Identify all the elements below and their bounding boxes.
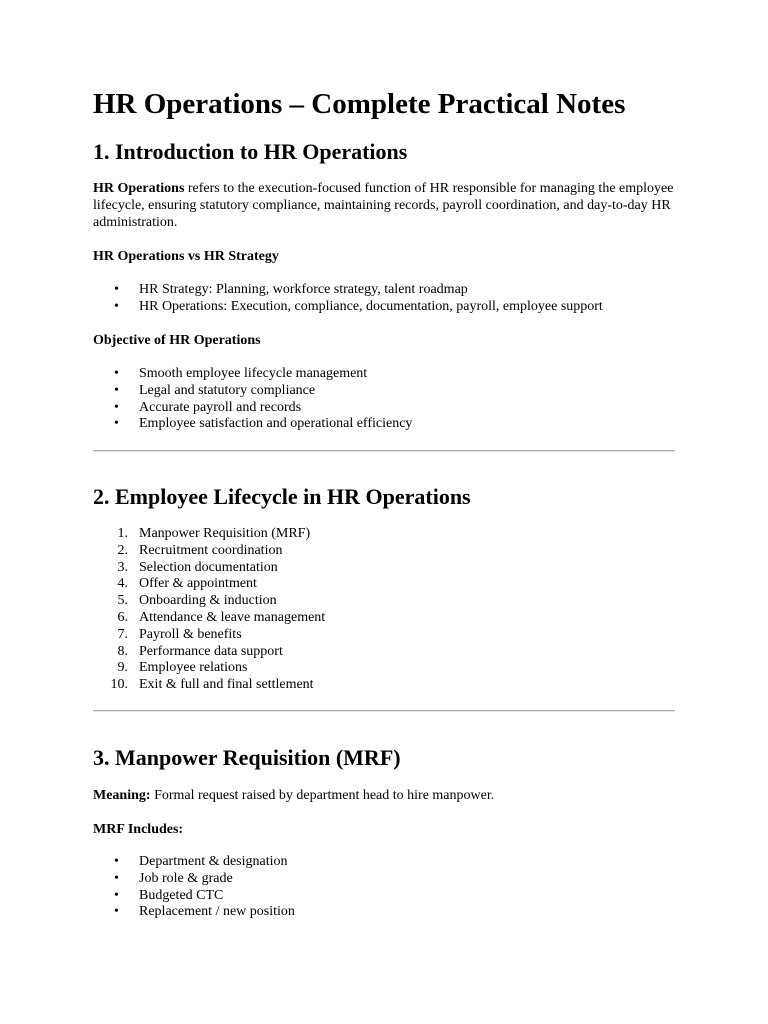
list-item: [93, 871, 678, 888]
bullet-marker: •: [114, 399, 119, 415]
section-divider: [93, 450, 675, 452]
page-title: HR Operations – Complete Practical Notes: [93, 88, 626, 120]
lifecycle-list: [93, 526, 678, 694]
list-item: [93, 677, 678, 694]
list-item: [93, 888, 678, 905]
mrf-includes-subheading: MRF Includes:: [93, 822, 184, 837]
number-marker: 10.: [110, 677, 128, 693]
bullet-marker: •: [114, 282, 119, 297]
list-item-text: Offer & appointment: [139, 576, 257, 592]
list-item: [93, 904, 678, 921]
list-item-text: Selection documentation: [139, 559, 278, 575]
list-item: [93, 644, 678, 661]
list-item: [93, 854, 678, 871]
list-item-text: Performance data support: [139, 643, 283, 659]
list-item-text: HR Operations: Execution, compliance, documentation, payroll, employee support: [139, 298, 603, 314]
meaning-label: Meaning:: [93, 788, 151, 803]
list-item-text: Employee relations: [139, 660, 248, 676]
number-marker: 3.: [117, 559, 128, 575]
list-item: [93, 282, 678, 299]
list-item: [93, 543, 678, 560]
number-marker: 4.: [117, 576, 128, 592]
list-item-text: Onboarding & induction: [139, 593, 277, 609]
bullet-marker: •: [114, 366, 119, 381]
list-item: [93, 526, 678, 543]
list-item-text: Accurate payroll and records: [139, 399, 302, 415]
bullet-marker: •: [114, 870, 119, 886]
list-item: [93, 400, 678, 417]
section-1-heading: 1. Introduction to HR Operations: [93, 139, 408, 164]
number-marker: 5.: [117, 593, 128, 609]
list-item-text: Attendance & leave management: [139, 609, 326, 625]
number-marker: 9.: [117, 660, 128, 676]
list-item-text: Manpower Requisition (MRF): [139, 526, 311, 541]
intro-bold-term: HR Operations: [93, 181, 185, 196]
number-marker: 6.: [117, 609, 128, 625]
bullet-marker: •: [114, 904, 119, 920]
intro-text: refers to the execution-focused function of HR responsible for managing the employee lifecycle, ensuring statutory compliance, maintaining records, payroll coordination, and day-to-day HR administration.: [93, 181, 674, 230]
list-item-text: Replacement / new position: [139, 904, 295, 920]
bullet-marker: •: [114, 854, 119, 869]
vs-subheading: HR Operations vs HR Strategy: [93, 249, 279, 264]
list-item: [93, 627, 678, 644]
list-item-text: Smooth employee lifecycle management: [139, 366, 368, 381]
list-item: [93, 383, 678, 400]
bullet-marker: •: [114, 887, 119, 903]
list-item-text: Exit & full and final settlement: [139, 677, 314, 693]
section-divider: [93, 710, 675, 712]
bullet-marker: •: [114, 382, 119, 398]
list-item: [93, 560, 678, 577]
list-item-text: HR Strategy: Planning, workforce strategy, talent roadmap: [139, 282, 468, 297]
list-item-text: Employee satisfaction and operational efficiency: [139, 416, 413, 432]
list-item-text: Job role & grade: [139, 870, 233, 886]
list-item: [93, 299, 678, 316]
number-marker: 7.: [117, 626, 128, 642]
number-marker: 2.: [117, 542, 128, 558]
mrf-includes-list: [93, 854, 678, 921]
list-item-text: Payroll & benefits: [139, 626, 242, 642]
list-item: [93, 416, 678, 433]
vs-list: [93, 282, 678, 316]
list-item-text: Recruitment coordination: [139, 542, 283, 558]
list-item: [93, 593, 678, 610]
list-item-text: Department & designation: [139, 854, 288, 869]
list-item-text: Legal and statutory compliance: [139, 382, 316, 398]
section-2-heading: 2. Employee Lifecycle in HR Operations: [93, 484, 471, 509]
section-3-heading: 3. Manpower Requisition (MRF): [93, 745, 401, 770]
number-marker: 1.: [117, 526, 128, 541]
list-item: [93, 610, 678, 627]
intro-paragraph: [93, 180, 678, 231]
list-item-text: Budgeted CTC: [139, 887, 224, 903]
objective-list: [93, 366, 678, 433]
objective-subheading: Objective of HR Operations: [93, 333, 261, 348]
meaning-text: Formal request raised by department head to hire manpower.: [150, 788, 495, 803]
bullet-marker: •: [114, 298, 119, 314]
list-item: [93, 660, 678, 677]
list-item: [93, 366, 678, 383]
number-marker: 8.: [117, 643, 128, 659]
meaning-paragraph: [93, 787, 678, 804]
bullet-marker: •: [114, 416, 119, 432]
list-item: [93, 576, 678, 593]
